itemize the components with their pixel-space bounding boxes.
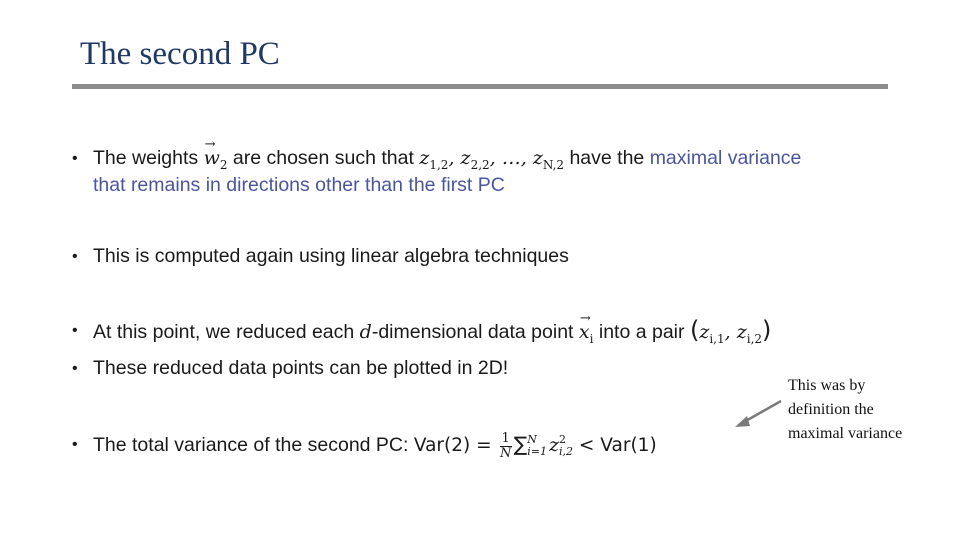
bullet-text: into a pair bbox=[593, 321, 690, 343]
bullet-text: The weights bbox=[93, 147, 204, 169]
bullet-dot: • bbox=[72, 360, 78, 377]
weights-vector: → $w_2$ bbox=[204, 147, 228, 169]
bullet-dot: • bbox=[72, 436, 78, 453]
variance-formula: Var(2) = $\frac{1}{N}$ ∑ N i=1 z 2 i,2 < Var(1) bbox=[413, 430, 657, 461]
data-point-vector: → $x_i$ bbox=[579, 321, 594, 343]
bullet-text: The total variance of the second PC: bbox=[93, 434, 414, 456]
bullet-text: At this point, we reduced each bbox=[93, 321, 360, 343]
dimension-symbol: d bbox=[359, 321, 372, 343]
bullet-dot: • bbox=[72, 322, 78, 339]
annotation-line: This was by bbox=[788, 377, 866, 394]
sum-limits: N i=1 bbox=[527, 433, 547, 458]
z-indices: 2 i,2 bbox=[559, 433, 574, 458]
bullet-text: This is computed again using linear algebra techniques bbox=[93, 245, 569, 267]
bullet-dot: • bbox=[72, 150, 78, 167]
slide-title: The second PC bbox=[80, 36, 280, 72]
accent-text: maximal variance bbox=[649, 147, 802, 169]
bullet-dot: • bbox=[72, 248, 78, 265]
z-sequence: $z_{1,2}$, $z_{2,2}$, …, $z_{N,2}$ bbox=[419, 147, 565, 172]
fraction: $\frac{1}{N}$ bbox=[499, 430, 512, 461]
bullet-text: are chosen such that bbox=[227, 147, 420, 169]
reduced-pair: ($z_{i,1}$, $z_{i,2}$) bbox=[689, 316, 772, 346]
annotation-line: maximal variance bbox=[788, 425, 903, 442]
bullet-text: These reduced data points can be plotted in 2D! bbox=[93, 357, 509, 379]
bullet-text: -dimensional data point bbox=[371, 321, 579, 343]
annotation-line: definition the bbox=[788, 401, 874, 418]
bullet-weights-line2: that remains in directions other than the first PC bbox=[93, 174, 505, 196]
bullet-text: have the bbox=[564, 147, 650, 169]
